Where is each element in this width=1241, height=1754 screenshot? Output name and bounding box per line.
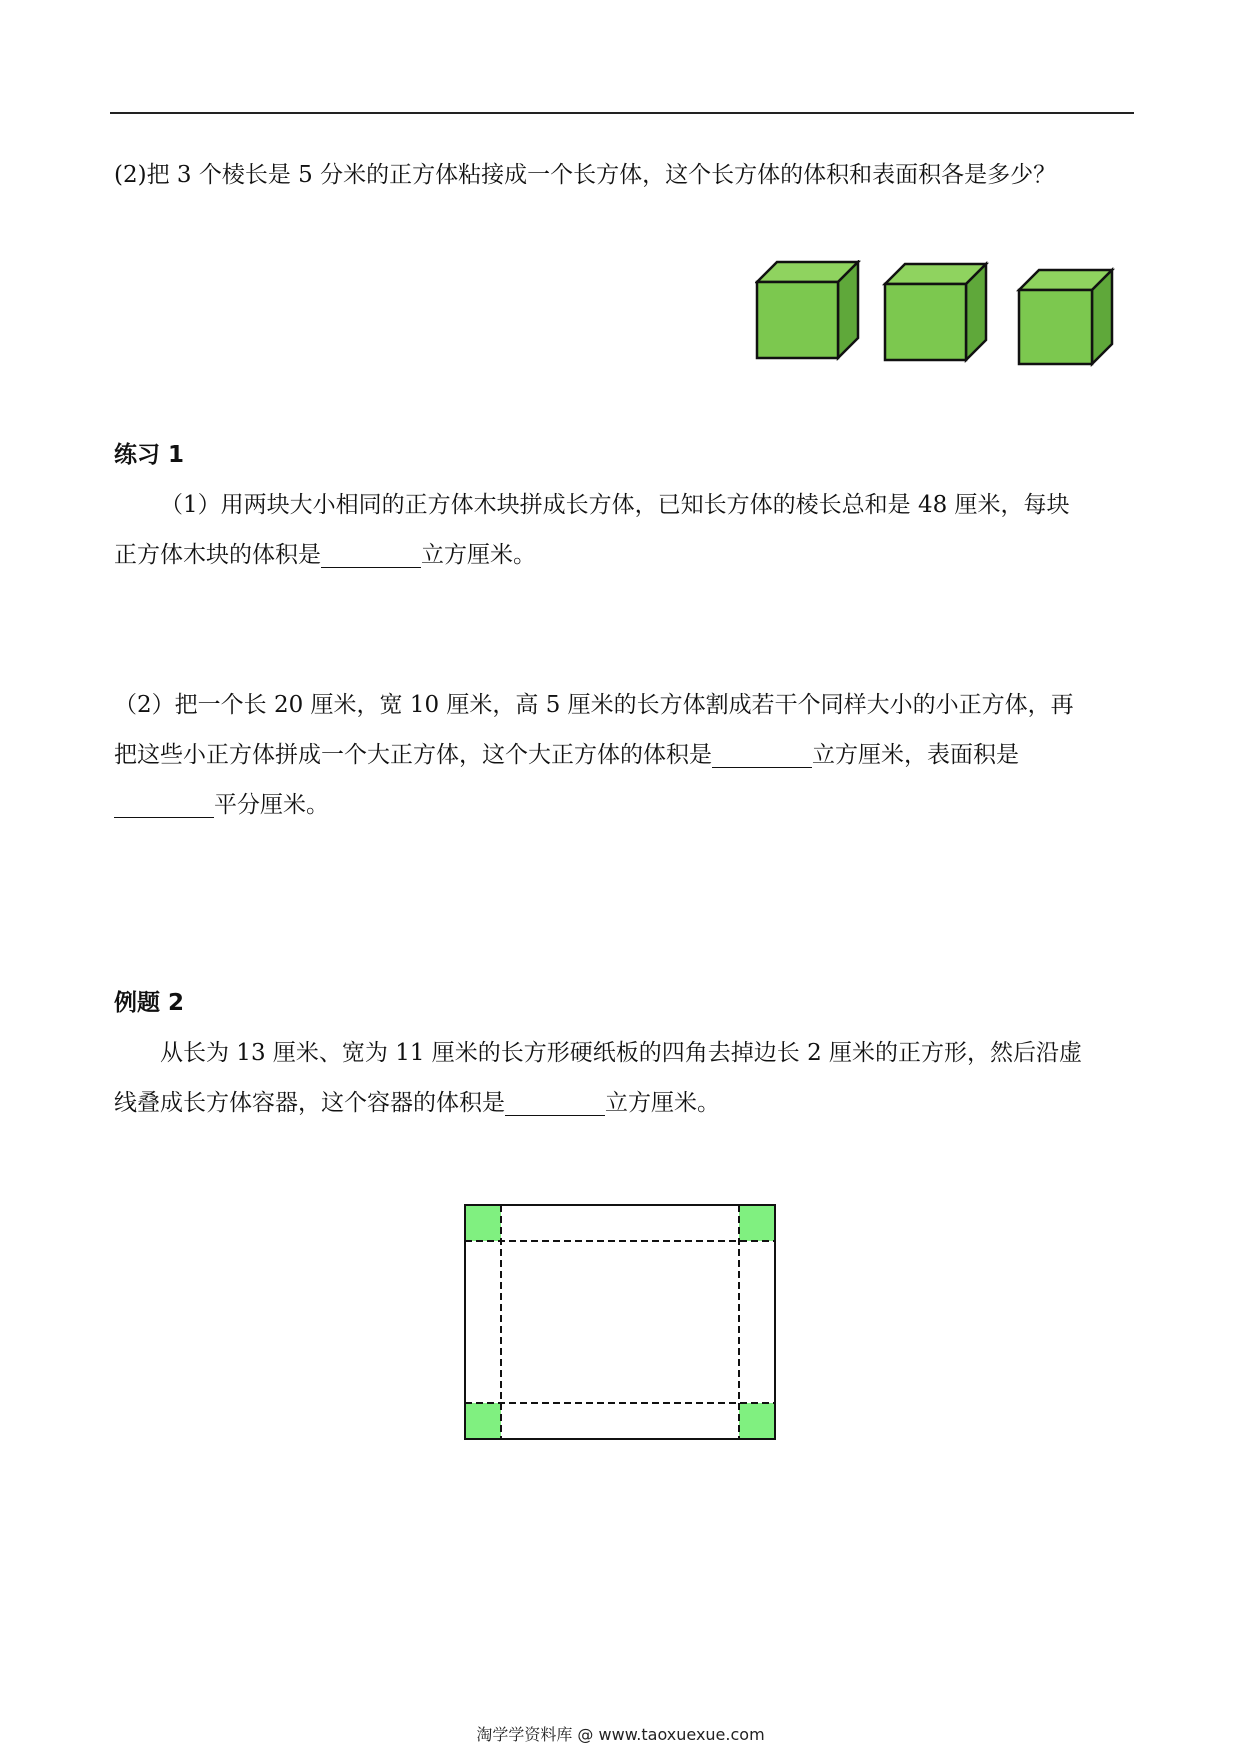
text-segment: 线叠成长方体容器，这个容器的体积是 xyxy=(114,1090,505,1116)
text-segment: 把这些小正方体拼成一个大正方体，这个大正方体的体积是 xyxy=(114,742,712,768)
practice-1-q2-line3 xyxy=(114,780,1134,830)
practice-1-heading: 练习 1 xyxy=(114,442,185,468)
cube-2 xyxy=(885,264,986,360)
cube-1 xyxy=(757,262,858,358)
footer-watermark: 淘学学资料库 @ www.taoxuexue.com xyxy=(476,1725,765,1744)
text-segment: 立方厘米。 xyxy=(421,542,536,568)
answer-blank[interactable] xyxy=(505,1087,605,1116)
practice-1-q2-line2 xyxy=(114,730,1134,780)
example-2-line2 xyxy=(114,1078,1134,1128)
text-segment: 平分厘米。 xyxy=(214,792,329,818)
question-2: (2)把 3 个棱长是 5 分米的正方体粘接成一个长方体，这个长方体的体积和表面积各是多少？ xyxy=(114,162,1057,188)
answer-blank[interactable] xyxy=(321,539,421,568)
practice-1-q2-line1: （2）把一个长 20 厘米，宽 10 厘米，高 5 厘米的长方体割成若干个同样大小的小正方体，再 xyxy=(114,692,1074,718)
header-rule xyxy=(110,112,1134,114)
practice-1-q1-line2 xyxy=(114,530,1134,580)
text-segment: 立方厘米，表面积是 xyxy=(812,742,1019,768)
practice-1-q1-line1: （1）用两块大小相同的正方体木块拼成长方体，已知长方体的棱长总和是 48 厘米，每块 xyxy=(160,492,1070,518)
answer-blank[interactable] xyxy=(114,789,214,818)
cube-3 xyxy=(1019,270,1112,364)
corner-square-bottom-left xyxy=(465,1403,501,1439)
text-segment: 正方体木块的体积是 xyxy=(114,542,321,568)
text-segment: 立方厘米。 xyxy=(605,1090,720,1116)
answer-blank[interactable] xyxy=(712,739,812,768)
cardboard-net-diagram xyxy=(460,1200,780,1445)
fold-lines xyxy=(465,1205,775,1439)
corner-square-top-right xyxy=(739,1205,775,1241)
example-2-heading: 例题 2 xyxy=(114,990,185,1016)
corner-square-top-left xyxy=(465,1205,501,1241)
example-2-line1: 从长为 13 厘米、宽为 11 厘米的长方形硬纸板的四角去掉边长 2 厘米的正方形，然后沿虚 xyxy=(160,1040,1083,1066)
corner-square-bottom-right xyxy=(739,1403,775,1439)
three-cubes-figure xyxy=(755,260,1135,370)
